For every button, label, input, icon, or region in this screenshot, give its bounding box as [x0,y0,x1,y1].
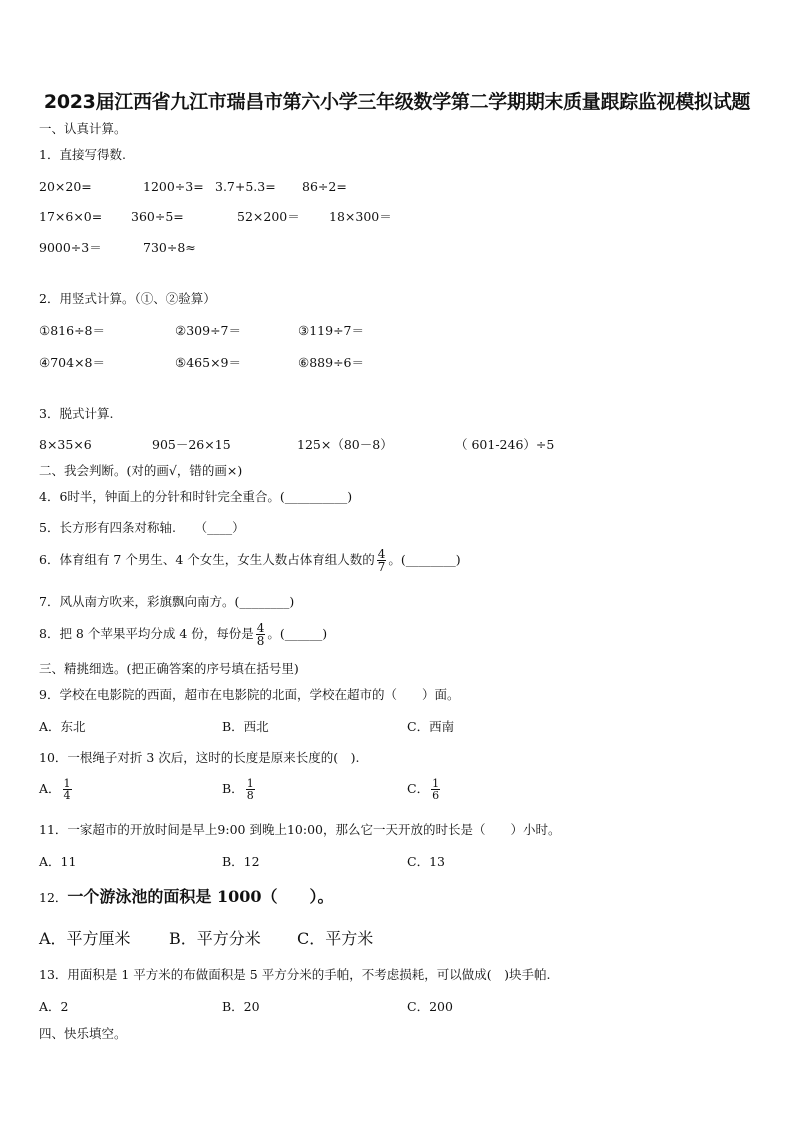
q10-option-label: C． [407,781,430,796]
q13-option: C．200 [407,999,453,1014]
q5: 5．长方形有四条对称轴. （____） [39,520,245,535]
q11-stem: 11．一家超市的开放时间是早上9:00 到晚上10:00，那么它一天开放的时长是（ ）小时。 [39,822,561,837]
fraction-denominator: 4 [63,789,71,802]
q6-denominator: 7 [377,560,386,574]
q8 [39,622,327,647]
q6-answer-blank: 。(________) [388,552,461,567]
q2-item: ③119÷7＝ [298,323,364,338]
q1-item: 730÷8≈ [143,240,196,255]
q1-item: 3.7+5.3= [215,179,276,194]
q1-item: 17×6×0= [39,209,103,224]
q10-option-fraction [246,778,255,801]
q10-option-fraction [63,778,72,801]
q3-item: 125×（80－8） [297,437,393,452]
q10-option-label: B． [222,781,244,796]
q10-stem: 10．一根绳子对折 3 次后，这时的长度是原来长度的( ). [39,750,360,765]
fraction-denominator: 8 [246,789,254,802]
fraction-denominator: 6 [432,789,440,802]
q9-option: C．西南 [407,719,455,734]
q6-text: 6．体育组有 7 个男生、4 个女生，女生人数占体育组人数的 [39,552,375,567]
q10-option [39,778,74,801]
q8-answer-blank: 。(______) [267,626,328,641]
q1-item: 52×200＝ [237,209,300,224]
q2-item: ⑥889÷6＝ [298,355,364,370]
q4: 4．6时半，钟面上的分针和时针完全重合。(__________) [39,489,353,504]
q1-item: 18×300＝ [329,209,392,224]
section-2-heading: 二、我会判断。(对的画√，错的画×) [39,463,243,478]
q3-label: 3．脱式计算. [39,406,114,421]
q12-option: A．平方厘米 [39,929,131,948]
fraction-numerator: 1 [63,777,71,790]
q13-option: A．2 [39,999,69,1014]
q8-denominator: 8 [256,634,265,648]
q1-item: 1200÷3= [143,179,204,194]
q10-option [407,778,442,801]
section-3-heading: 三、精挑细选。(把正确答案的序号填在括号里) [39,661,299,676]
q2-item: ⑤465×9＝ [175,355,241,370]
q1-item: 9000÷3＝ [39,240,102,255]
q6 [39,548,461,573]
q12-option: C．平方米 [297,929,374,948]
q1-item: 360÷5= [131,209,184,224]
section-1-heading: 一、认真计算。 [39,121,127,136]
q3-item: （ 601-246）÷5 [455,437,555,452]
q10-option-label: A． [39,781,61,796]
q2-item: ②309÷7＝ [175,323,241,338]
q12-number: 12． [39,890,68,905]
q11-option: B．12 [222,854,260,869]
q11-option: C．13 [407,854,445,869]
q9-option: A．东北 [39,719,86,734]
q6-fraction [377,548,387,573]
page-title: 2023届江西省九江市瑞昌市第六小学三年级数学第二学期期末质量跟踪监视模拟试题 [43,91,751,113]
q12-stem [39,887,334,907]
q13-option: B．20 [222,999,260,1014]
q9-stem: 9．学校在电影院的西面，超市在电影院的北面，学校在超市的（ ）面。 [39,687,460,702]
q1-label: 1．直接写得数. [39,147,126,162]
fraction-numerator: 1 [432,777,440,790]
q12-option: B．平方分米 [169,929,261,948]
q3-item: 8×35×6 [39,437,92,452]
fraction-numerator: 1 [246,777,254,790]
section-4-heading: 四、快乐填空。 [39,1026,127,1041]
q10-option [222,778,257,801]
q10-option-fraction [431,778,440,801]
q2-item: ④704×8＝ [39,355,105,370]
q8-fraction [256,622,266,647]
q1-item: 86÷2= [302,179,347,194]
q2-label: 2．用竖式计算。（①、②验算） [39,291,216,306]
q6-numerator: 4 [377,547,386,561]
q2-item: ①816÷8＝ [39,323,105,338]
q9-option: B．西北 [222,719,269,734]
q7: 7．风从南方吹来，彩旗飘向南方。(________) [39,594,295,609]
q3-item: 905－26×15 [152,437,231,452]
q1-item: 20×20= [39,179,92,194]
q8-numerator: 4 [256,621,265,635]
q13-stem: 13．用面积是 1 平方米的布做面积是 5 平方分米的手帕，不考虑损耗，可以做成( )块手帕. [39,967,551,982]
q12-text: 一个游泳池的面积是 1000（ ）。 [67,887,334,906]
q11-option: A．11 [39,854,77,869]
q8-text: 8．把 8 个苹果平均分成 4 份，每份是 [39,626,254,641]
